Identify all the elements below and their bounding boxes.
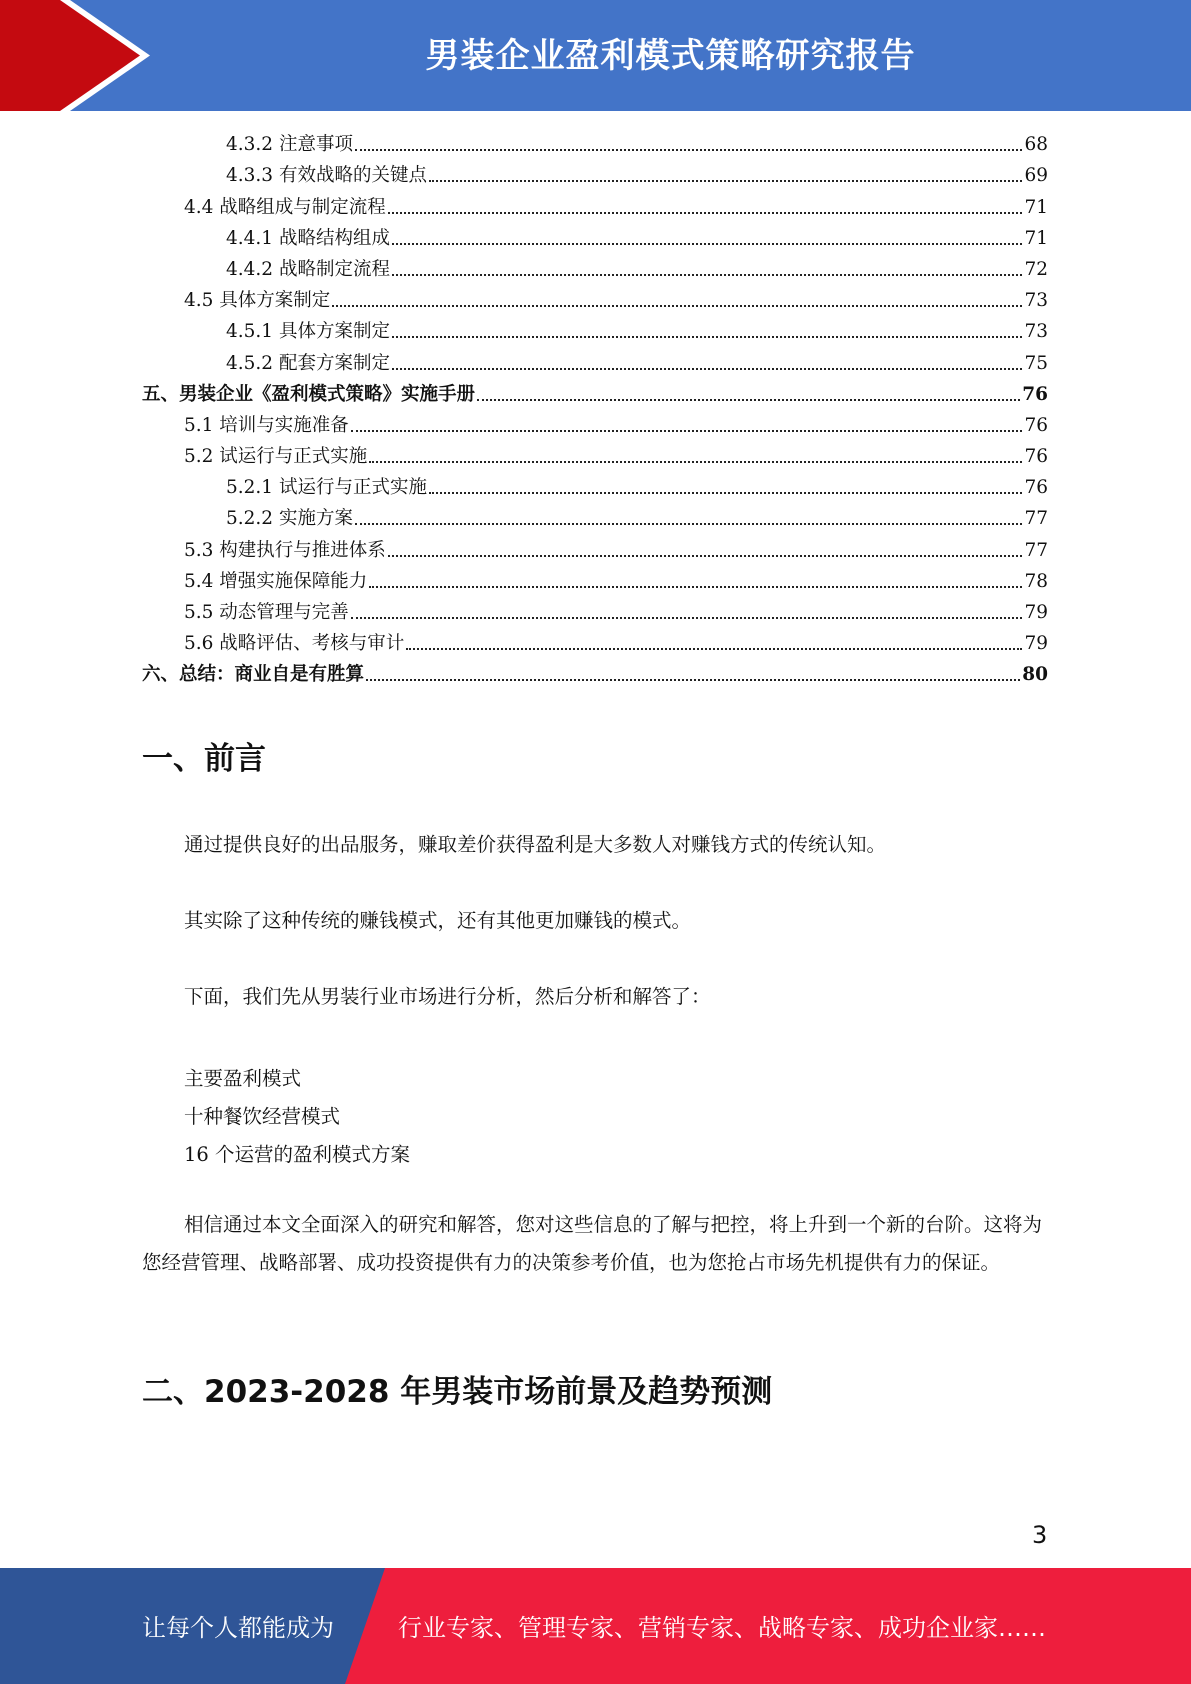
toc-entry-label: 5.2.1 试运行与正式实施 bbox=[226, 477, 427, 499]
toc-entry-page: 77 bbox=[1024, 539, 1048, 561]
toc-entry[interactable] bbox=[142, 222, 1048, 253]
toc-dot-leader bbox=[392, 243, 1022, 245]
toc-dot-leader bbox=[388, 555, 1023, 557]
toc-entry[interactable] bbox=[142, 128, 1048, 159]
toc-entry-page: 69 bbox=[1024, 165, 1048, 187]
toc-entry-page: 72 bbox=[1024, 258, 1048, 280]
toc-entry-label: 4.4 战略组成与制定流程 bbox=[184, 196, 386, 218]
toc-entry-label: 5.1 培训与实施准备 bbox=[184, 414, 349, 436]
table-of-contents bbox=[142, 128, 1048, 689]
page-number: 3 bbox=[1032, 1521, 1048, 1549]
footer-slogan-right: 行业专家、管理专家、营销专家、战略专家、成功企业家…… bbox=[398, 1614, 1046, 1642]
toc-entry[interactable] bbox=[142, 378, 1048, 409]
toc-entry[interactable] bbox=[142, 315, 1048, 346]
toc-dot-leader bbox=[392, 274, 1022, 276]
paragraph: 相信通过本文全面深入的研究和解答，您对这些信息的了解与把控，将上升到一个新的台阶。这将为您经营管理、战略部署、成功投资提供有力的决策参考价值，也为您抢占市场先机提供有力的保证。 bbox=[142, 1213, 1043, 1274]
toc-entry[interactable] bbox=[142, 658, 1048, 689]
toc-dot-leader bbox=[355, 523, 1023, 525]
toc-dot-leader bbox=[351, 617, 1023, 619]
paragraph: 下面，我们先从男装行业市场进行分析，然后分析和解答了： bbox=[184, 985, 711, 1008]
toc-entry-page: 80 bbox=[1022, 664, 1048, 686]
toc-entry-label: 4.3.2 注意事项 bbox=[226, 134, 353, 156]
toc-dot-leader bbox=[392, 336, 1022, 338]
toc-entry-label: 5.4 增强实施保障能力 bbox=[184, 570, 368, 592]
page-header bbox=[0, 0, 1191, 111]
toc-entry-label: 4.3.3 有效战略的关键点 bbox=[226, 165, 427, 187]
toc-entry-page: 78 bbox=[1024, 570, 1048, 592]
toc-entry-label: 4.5.2 配套方案制定 bbox=[226, 352, 390, 374]
toc-dot-leader bbox=[406, 648, 1022, 650]
header-title: 男装企业盈利模式策略研究报告 bbox=[425, 36, 916, 76]
toc-entry-page: 76 bbox=[1022, 383, 1048, 405]
page-footer bbox=[0, 1568, 1191, 1684]
toc-entry[interactable] bbox=[142, 159, 1048, 190]
toc-entry-label: 5.2.2 实施方案 bbox=[226, 508, 353, 530]
toc-entry[interactable] bbox=[142, 253, 1048, 284]
toc-entry-label: 5.2 试运行与正式实施 bbox=[184, 446, 368, 468]
toc-dot-leader bbox=[366, 679, 1020, 681]
toc-entry[interactable] bbox=[142, 471, 1048, 502]
toc-entry-page: 79 bbox=[1024, 633, 1048, 655]
list-item: 主要盈利模式 bbox=[184, 1067, 302, 1090]
toc-entry-label: 5.6 战略评估、考核与审计 bbox=[184, 633, 405, 655]
toc-entry[interactable] bbox=[142, 409, 1048, 440]
toc-dot-leader bbox=[351, 430, 1023, 432]
toc-entry-page: 71 bbox=[1024, 196, 1048, 218]
toc-dot-leader bbox=[355, 149, 1023, 151]
toc-dot-leader bbox=[369, 461, 1022, 463]
toc-entry-label: 六、总结：商业自是有胜算 bbox=[142, 664, 365, 686]
toc-entry-label: 五、男装企业《盈利模式策略》实施手册 bbox=[142, 383, 476, 405]
toc-entry-page: 76 bbox=[1024, 414, 1048, 436]
toc-entry[interactable] bbox=[142, 533, 1048, 564]
paragraph: 其实除了这种传统的赚钱模式，还有其他更加赚钱的模式。 bbox=[184, 909, 692, 932]
toc-entry-label: 4.5 具体方案制定 bbox=[184, 290, 331, 312]
toc-entry-page: 73 bbox=[1024, 321, 1048, 343]
toc-entry[interactable] bbox=[142, 190, 1048, 221]
paragraph: 通过提供良好的出品服务，赚取差价获得盈利是大多数人对赚钱方式的传统认知。 bbox=[184, 833, 887, 856]
toc-entry[interactable] bbox=[142, 346, 1048, 377]
toc-dot-leader bbox=[392, 368, 1022, 370]
toc-entry[interactable] bbox=[142, 502, 1048, 533]
toc-entry[interactable] bbox=[142, 440, 1048, 471]
toc-entry-label: 4.4.1 战略结构组成 bbox=[226, 227, 390, 249]
toc-entry-label: 4.4.2 战略制定流程 bbox=[226, 258, 390, 280]
toc-entry-page: 76 bbox=[1024, 477, 1048, 499]
footer-slogan-left: 让每个人都能成为 bbox=[142, 1614, 334, 1642]
toc-dot-leader bbox=[388, 212, 1023, 214]
toc-entry-page: 71 bbox=[1024, 227, 1048, 249]
toc-entry-page: 77 bbox=[1024, 508, 1048, 530]
toc-entry-label: 5.5 动态管理与完善 bbox=[184, 602, 349, 623]
toc-entry-label: 5.3 构建执行与推进体系 bbox=[184, 539, 386, 561]
section-heading-market-outlook: 二、2023-2028 年男装市场前景及趋势预测 bbox=[142, 1374, 773, 1410]
toc-dot-leader bbox=[477, 399, 1020, 401]
toc-entry-page: 79 bbox=[1024, 602, 1048, 623]
toc-entry-page: 68 bbox=[1024, 134, 1048, 156]
list-item: 十种餐饮经营模式 bbox=[184, 1105, 341, 1128]
toc-entry-page: 76 bbox=[1024, 446, 1048, 468]
toc-entry-page: 73 bbox=[1024, 290, 1048, 312]
toc-entry[interactable] bbox=[142, 596, 1048, 627]
toc-dot-leader bbox=[429, 492, 1022, 494]
section-heading-preface: 一、前言 bbox=[142, 741, 266, 777]
toc-dot-leader bbox=[369, 586, 1022, 588]
toc-dot-leader bbox=[429, 180, 1022, 182]
toc-entry-page: 75 bbox=[1024, 352, 1048, 374]
toc-entry-label: 4.5.1 具体方案制定 bbox=[226, 321, 390, 343]
toc-entry[interactable] bbox=[142, 565, 1048, 596]
toc-entry[interactable] bbox=[142, 284, 1048, 315]
toc-dot-leader bbox=[332, 305, 1022, 307]
toc-entry[interactable] bbox=[142, 627, 1048, 658]
list-item: 16 个运营的盈利模式方案 bbox=[184, 1143, 411, 1166]
